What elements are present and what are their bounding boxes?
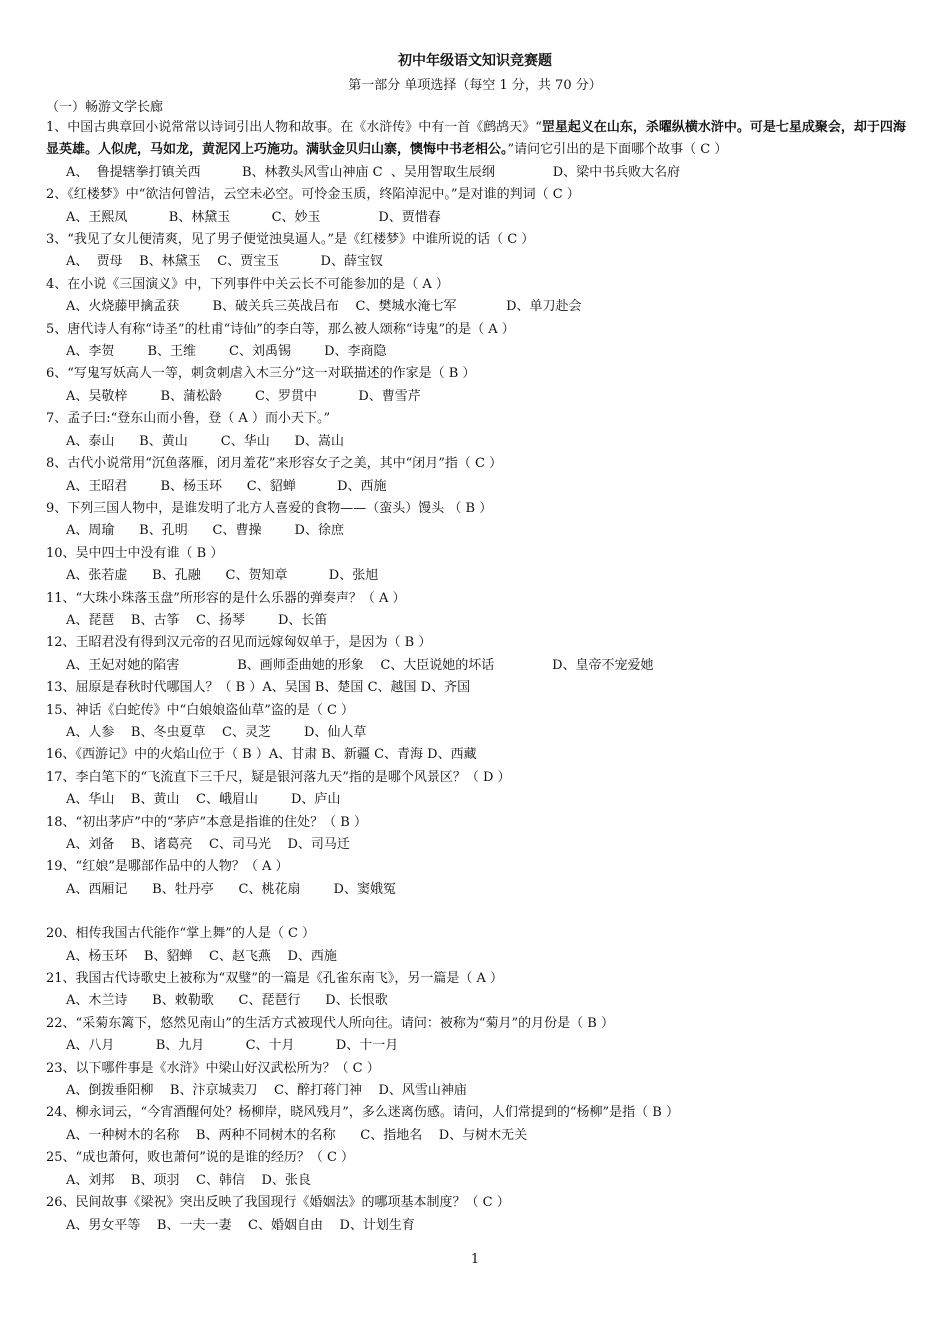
question-text: 18、“初出茅庐”中的“茅庐”本意是指谁的住处？（ B ） (46, 814, 367, 830)
question-list (46, 117, 912, 1237)
question-text: 9、下列三国人物中，是谁发明了北方人喜爱的食物——（蛮头）馒头 （ B ） (46, 500, 493, 516)
question-text: 19、“红娘”是哪部作品中的人物？（ A ） (46, 859, 289, 875)
question-1-poem: 罡星起义在山东，杀曜纵横水浒中。可是七星成聚会，却于四海显英雄。人似虎，马如龙，黄泥冈上巧施功。满驮金贝归山寨，懊悔中书老相公。 (46, 120, 906, 158)
question-text: 11、“大珠小珠落玉盘”所形容的是什么乐器的弹奏声？（ A ） (46, 590, 406, 606)
question-text: 13、屈原是春秋时代哪国人？（ B ）A、吴国 B、楚国 C、越国 D、齐国 (46, 680, 471, 696)
question-text: 7、孟子曰:“登东山而小鲁，登（ A ）而小天下。” (46, 411, 331, 427)
question-options: A、木兰诗 B、敕勒歌 C、琵琶行 D、长恨歌 (66, 993, 388, 1009)
question-text: 8、古代小说常用“沉鱼落雁，闭月羞花”来形容女子之美，其中“闭月”指（ C ） (46, 456, 503, 472)
question-1-text-post: ”请问它引出的是下面哪个故事（ C ） (507, 142, 728, 158)
question-text: 16、《西游记》中的火焰山位于（ B ）A、甘肃 B、新疆 C、青海 D、西藏 (46, 747, 477, 763)
section-heading: （一）畅游文学长廊 (46, 100, 164, 115)
question-options: A、杨玉环 B、貂蝉 C、赵飞燕 D、西施 (66, 948, 337, 964)
question-options: A、一种树木的名称 B、两种不同树木的名称 C、指地名 D、与树木无关 (66, 1127, 528, 1143)
question-text: 2、《红楼梦》中“欲洁何曾洁，云空未必空。可怜金玉质，终陷淖泥中。”是对谁的判词（ C ） (46, 187, 580, 203)
question-options: A、李贺 B、王维 C、刘禹锡 D、李商隐 (66, 344, 387, 360)
question-options: A、王昭君 B、杨玉环 C、貂蝉 D、西施 (66, 478, 387, 494)
question-text: 26、民间故事《梁祝》突出反映了我国现行《婚姻法》的哪项基本制度？（ C ） (46, 1195, 510, 1211)
question-options: A、泰山 B、黄山 C、华山 D、嵩山 (66, 433, 344, 449)
question-text: 23、以下哪件事是《水浒》中梁山好汉武松所为？（ C ） (46, 1060, 380, 1076)
question-text: 20、相传我国古代能作“掌上舞”的人是（ C ） (46, 926, 316, 942)
question-1-text-pre: 1、中国古典章回小说常常以诗词引出人物和故事。在《水浒传》中有一首《鹧鸪天》“ (46, 120, 542, 135)
question-text: 21、我国古代诗歌史上被称为“双璧”的一篇是《孔雀东南飞》，另一篇是（ A ） (46, 971, 503, 987)
question-text: 22、“采菊东篱下，悠然见南山”的生活方式被现代人所向往。请问：被称为“菊月”的月份是（ B ） (46, 1015, 614, 1031)
question-text: 10、吴中四士中没有谁（ B ） (46, 545, 224, 561)
question-options: A、王熙凤 B、林黛玉 C、妙玉 D、贾惜春 (66, 209, 441, 225)
question-text: 12、王昭君没有得到汉元帝的召见而远嫁匈奴单于，是因为（ B ） (46, 635, 432, 651)
question-options: A、周瑜 B、孔明 C、曹操 D、徐庶 (66, 523, 344, 539)
question-options: A、王妃对她的陷害 B、画师歪曲她的形象 C、大臣说她的坏话 D、皇帝不宠爱她 (66, 657, 654, 673)
question-options: A、刘备 B、诸葛亮 C、司马光 D、司马迁 (66, 837, 350, 852)
question-1-options: A、 鲁提辖拳打镇关西 B、林教头风雪山神庙 C 、吴用智取生辰纲 D、梁中书兵败大名府 (66, 164, 681, 180)
page-title: 初中年级语文知识竞赛题 (398, 53, 552, 69)
question-text: 15、神话《白蛇传》中“白娘娘盗仙草”盗的是（ C ） (46, 702, 355, 718)
question-text: 5、唐代诗人有称“诗圣”的杜甫“诗仙”的李白等，那么被人颂称“诗鬼”的是（ A ） (46, 321, 515, 337)
page-number: 1 (470, 1252, 480, 1267)
question-text: 3、“我见了女儿便清爽，见了男子便觉浊臭逼人。”是《红楼梦》中谁所说的话（ C ） (46, 232, 535, 248)
question-options: A、西厢记 B、牡丹亭 C、桃花扇 D、窦娥冤 (66, 881, 396, 897)
question-options: A、八月 B、九月 C、十月 D、十一月 (66, 1038, 399, 1054)
question-text: 6、“写鬼写妖高人一等，刺贪刺虐入木三分”这一对联描述的作家是（ B ） (46, 366, 476, 382)
question-options: A、倒拨垂阳柳 B、汴京城卖刀 C、醉打蒋门神 D、风雪山神庙 (66, 1083, 467, 1099)
question-options: A、人参 B、冬虫夏草 C、灵芝 D、仙人草 (66, 724, 367, 740)
question-options: A、吴敬梓 B、蒲松龄 C、罗贯中 D、曹雪芹 (66, 388, 421, 404)
question-group-2 (46, 923, 912, 1237)
page-subtitle: 第一部分 单项选择（每空 1 分，共 70 分） (348, 78, 602, 93)
question-options: A、刘邦 B、项羽 C、韩信 D、张良 (66, 1172, 311, 1188)
question-options: A、男女平等 B、一夫一妻 C、婚姻自由 D、计划生育 (66, 1217, 415, 1233)
question-group-1 (46, 184, 912, 901)
question-options: A、火烧藤甲擒孟获 B、破关兵三英战吕布 C、樊城水淹七军 D、单刀赴会 (66, 299, 582, 315)
question-1 (46, 117, 912, 162)
question-options: A、 贾母 B、林黛玉 C、贾宝玉 D、薛宝钗 (66, 254, 383, 270)
question-options: A、琵琶 B、古筝 C、扬琴 D、长笛 (66, 612, 328, 628)
blank-gap (46, 901, 912, 923)
question-options: A、华山 B、黄山 C、峨眉山 D、庐山 (66, 792, 341, 808)
question-text: 25、“成也萧何，败也萧何”说的是谁的经历？（ C ） (46, 1150, 355, 1166)
question-text: 17、李白笔下的“飞流直下三千尺，疑是银河落九天”指的是哪个风景区？（ D ） (46, 769, 511, 785)
question-text: 24、柳永词云，“今宵酒醒何处？杨柳岸，晓风残月”，多么迷离伤感。请问，人们常提到的“杨柳”是指（ B ） (46, 1105, 679, 1121)
question-options: A、张若虚 B、孔融 C、贺知章 D、张旭 (66, 568, 379, 584)
question-text: 4、在小说《三国演义》中，下列事件中关云长不可能参加的是（ A ） (46, 276, 449, 292)
